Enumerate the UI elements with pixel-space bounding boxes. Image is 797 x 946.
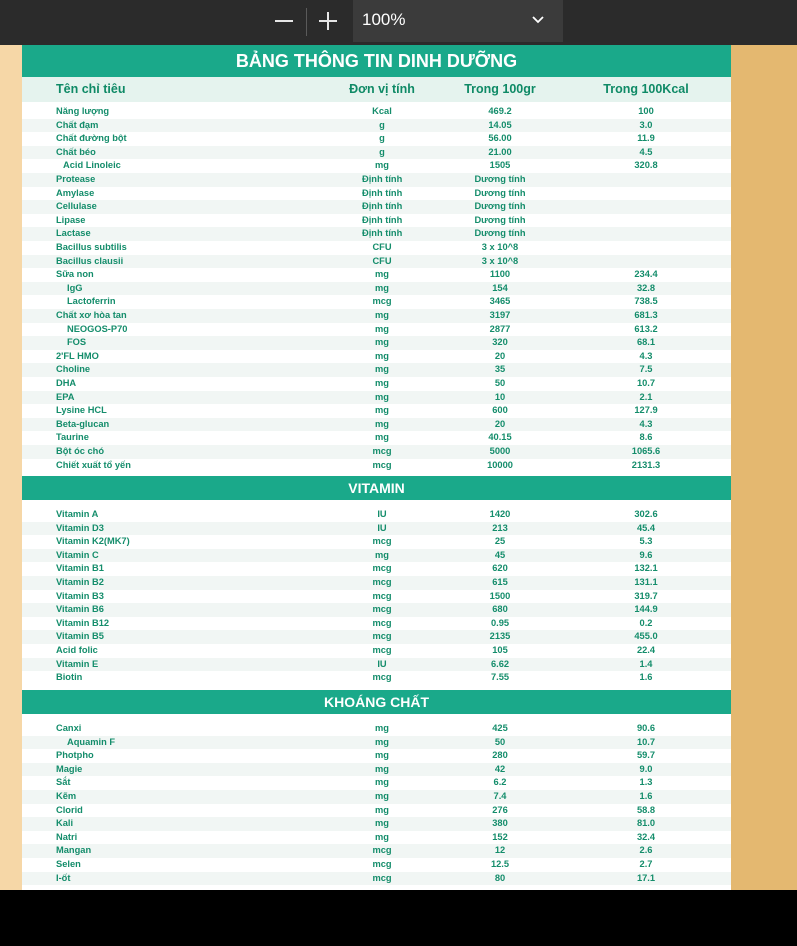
table-row (22, 418, 731, 432)
nutrient-name: Bột óc chó (56, 446, 105, 456)
per-100kcal-value: 738.5 (634, 296, 658, 307)
per-100kcal-value: 68.1 (636, 337, 656, 348)
nutrition-page (22, 45, 731, 890)
table-row (22, 535, 731, 549)
viewer-bottom-area (0, 890, 797, 946)
nutrient-unit: CFU (372, 255, 392, 266)
per-100kcal-value: 1.6 (639, 791, 653, 801)
per-100g-value: Dương tính (474, 187, 526, 198)
nutrient-unit: mcg (372, 672, 392, 683)
per-100g-value: 3 x 10^8 (481, 255, 519, 266)
per-100kcal-value: 2.6 (639, 845, 653, 856)
per-100kcal-value: 144.9 (634, 604, 658, 615)
nutrient-unit: mcg (372, 631, 392, 642)
per-100kcal-value: 81.0 (636, 818, 656, 829)
nutrient-name: Kali (56, 818, 74, 829)
nutrient-name: NEOGOS-P70 (67, 323, 128, 334)
per-100g-value: 620 (492, 563, 508, 574)
per-100kcal-value: 100 (638, 106, 654, 116)
nutrient-unit: mcg (372, 859, 392, 869)
nutrient-unit: mg (375, 391, 389, 402)
per-100kcal-value: 32.4 (636, 831, 656, 842)
table-row (22, 187, 731, 201)
per-100kcal-value: 90.6 (636, 723, 656, 733)
table-row (22, 603, 731, 617)
per-100g-value: 469.2 (488, 106, 512, 116)
per-100kcal-value: 4.3 (639, 350, 653, 361)
nutrient-unit: mg (375, 831, 389, 842)
table-row (22, 804, 731, 818)
per-100kcal-value: 4.3 (639, 418, 653, 429)
per-100kcal-value: 302.6 (634, 509, 658, 519)
col-header-per-100kcal: Trong 100Kcal (603, 82, 689, 96)
table-row (22, 214, 731, 228)
nutrient-unit: mcg (372, 296, 392, 307)
nutrient-name: Vitamin E (56, 658, 99, 669)
per-100kcal-value: 10.7 (636, 378, 656, 388)
nutrient-name: FOS (67, 337, 87, 348)
per-100g-value: 1505 (489, 160, 511, 171)
per-100g-value: Dương tính (474, 214, 526, 225)
nutrient-unit: mcg (372, 617, 392, 628)
per-100g-value: 7.55 (490, 672, 510, 683)
per-100kcal-value: 7.5 (639, 364, 653, 375)
nutrient-unit: mcg (372, 536, 392, 547)
nutrient-unit: mg (375, 160, 389, 171)
table-row (22, 132, 731, 146)
per-100g-value: 10000 (487, 459, 513, 470)
table-row (22, 200, 731, 214)
per-100kcal-value: 59.7 (636, 750, 656, 761)
per-100g-value: 1100 (489, 269, 511, 280)
per-100g-value: 80 (494, 872, 506, 883)
table-row (22, 459, 731, 473)
table-row (22, 323, 731, 337)
nutrient-unit: mg (375, 310, 389, 320)
nutrient-unit: mcg (372, 459, 392, 470)
nutrient-unit: mcg (372, 590, 392, 601)
nutrient-unit: mcg (372, 604, 392, 615)
pdf-toolbar (0, 0, 797, 45)
table-row (22, 282, 731, 296)
col-header-per-100g: Trong 100gr (464, 82, 536, 96)
per-100kcal-value: 4.5 (639, 146, 653, 157)
table-row (22, 576, 731, 590)
nutrient-unit: mg (375, 364, 389, 375)
nutrient-unit: mg (375, 777, 389, 788)
table-row (22, 391, 731, 405)
per-100g-value: 14.05 (488, 119, 512, 130)
per-100g-value: Dương tính (474, 228, 526, 239)
nutrient-name: Bacillus clausii (56, 255, 124, 266)
nutrient-unit: mcg (372, 845, 392, 856)
nutrient-unit: mg (375, 432, 389, 443)
zoom-value: 100% (362, 10, 406, 29)
per-100g-value: 615 (492, 577, 508, 587)
nutrient-unit: mg (375, 818, 389, 829)
per-100kcal-value: 681.3 (634, 310, 658, 320)
nutrient-unit: mcg (372, 577, 392, 587)
minus-icon (274, 11, 294, 31)
per-100g-value: 6.62 (490, 658, 510, 669)
per-100g-value: 25 (494, 536, 506, 547)
per-100kcal-value: 0.2 (639, 617, 653, 628)
per-100g-value: Dương tính (474, 201, 526, 212)
per-100g-value: 35 (494, 364, 506, 375)
table-row (22, 858, 731, 872)
document-viewer[interactable] (0, 45, 797, 890)
table-row (22, 336, 731, 350)
nutrient-unit: Kcal (372, 106, 392, 116)
per-100g-value: 21.00 (488, 146, 512, 157)
per-100g-value: 1420 (489, 509, 511, 519)
per-100g-value: 3197 (489, 310, 511, 320)
table-row (22, 377, 731, 391)
table-row (22, 590, 731, 604)
table-row (22, 508, 731, 522)
nutrient-name: Sắt (56, 777, 71, 788)
per-100g-value: 0.95 (490, 617, 510, 628)
nutrient-name: Bacillus subtilis (56, 242, 127, 252)
per-100kcal-value: 11.9 (637, 133, 655, 144)
zoom-in-button[interactable] (306, 0, 350, 42)
nutrient-name: IgG (67, 282, 83, 293)
per-100g-value: 12.5 (490, 859, 510, 869)
nutrient-unit: mcg (372, 446, 392, 456)
nutrient-name: Natri (56, 831, 78, 842)
nutrient-name: Acid folic (56, 645, 98, 655)
chevron-down-icon (531, 13, 545, 27)
per-100g-value: 20 (494, 350, 506, 361)
nutrient-unit: mg (375, 549, 389, 560)
per-100kcal-value: 22.4 (636, 645, 656, 655)
table-row (22, 404, 731, 418)
per-100kcal-value: 2131.3 (631, 459, 661, 470)
per-100g-value: 600 (492, 405, 508, 416)
nutrient-name: Clorid (56, 804, 83, 815)
nutrient-name: Vitamin B3 (56, 590, 104, 601)
nutrient-name: Vitamin B1 (56, 563, 104, 574)
col-header-name: Tên chỉ tiêu (56, 82, 126, 96)
nutrient-name: Lysine HCL (56, 405, 107, 416)
table-row (22, 790, 731, 804)
nutrient-unit: Định tính (362, 228, 403, 239)
per-100g-value: 152 (492, 831, 508, 842)
table-row (22, 644, 731, 658)
zoom-select[interactable] (353, 0, 563, 42)
nutrient-name: Aquamin F (67, 736, 116, 747)
zoom-out-button[interactable] (262, 0, 306, 42)
nutrient-unit: mg (375, 323, 389, 334)
per-100g-value: 280 (492, 750, 508, 761)
per-100kcal-value: 2.1 (639, 391, 653, 402)
nutrient-unit: CFU (372, 242, 392, 252)
per-100g-value: 213 (492, 522, 508, 533)
per-100kcal-value: 17.1 (636, 872, 656, 883)
nutrient-name: Vitamin A (56, 509, 99, 519)
table-row (22, 431, 731, 445)
per-100g-value: 20 (494, 418, 506, 429)
nutrient-name: Acid Linoleic (63, 160, 121, 171)
table-row (22, 817, 731, 831)
per-100g-value: 2877 (489, 323, 511, 334)
page-left-margin (0, 45, 22, 890)
nutrient-name: Protease (56, 174, 96, 184)
per-100kcal-value: 613.2 (634, 323, 658, 334)
per-100g-value: 105 (492, 645, 508, 655)
nutrient-unit: g (379, 119, 385, 130)
nutrient-unit: mg (375, 282, 389, 293)
nutrient-name: Vitamin B6 (56, 604, 104, 615)
per-100kcal-value: 127.9 (634, 405, 658, 416)
table-row (22, 549, 731, 563)
per-100g-value: 10 (494, 391, 506, 402)
per-100g-value: 45 (494, 549, 506, 560)
nutrient-name: Taurine (56, 432, 89, 443)
nutrient-unit: mg (375, 763, 389, 774)
nutrient-unit: IU (377, 658, 387, 669)
section-heading: VITAMIN (22, 476, 731, 500)
nutrient-name: Amylase (56, 187, 95, 198)
nutrient-name: Photpho (56, 750, 94, 761)
nutrient-name: Vitamin K2(MK7) (56, 536, 130, 547)
nutrient-name: Mangan (56, 845, 92, 856)
table-row (22, 522, 731, 536)
per-100g-value: 154 (492, 282, 508, 293)
nutrient-unit: mg (375, 378, 389, 388)
per-100g-value: 12 (494, 845, 506, 856)
nutrient-unit: Định tính (362, 214, 403, 225)
nutrient-name: DHA (56, 378, 77, 388)
table-row (22, 445, 731, 459)
per-100g-value: 425 (492, 723, 508, 733)
table-row (22, 671, 731, 685)
nutrient-name: Chất đường bột (56, 133, 127, 144)
table-row (22, 776, 731, 790)
per-100g-value: 680 (492, 604, 508, 615)
nutrient-unit: mg (375, 791, 389, 801)
table-row (22, 119, 731, 133)
table-row (22, 173, 731, 187)
nutrient-unit: mg (375, 736, 389, 747)
per-100kcal-value: 320.8 (634, 160, 658, 171)
nutrient-name: 2'FL HMO (56, 350, 99, 361)
nutrient-unit: mg (375, 418, 389, 429)
table-row (22, 872, 731, 886)
nutrient-unit: IU (377, 509, 387, 519)
nutrient-name: Chất xơ hòa tan (56, 310, 127, 320)
per-100g-value: 40.15 (488, 432, 512, 443)
nutrient-name: Chất béo (56, 146, 96, 157)
table-row (22, 146, 731, 160)
per-100kcal-value: 319.7 (634, 590, 658, 601)
nutrient-name: Lipase (56, 214, 86, 225)
nutrient-unit: mg (375, 337, 389, 348)
per-100g-value: 320 (492, 337, 508, 348)
table-row (22, 295, 731, 309)
per-100kcal-value: 1065.6 (631, 446, 661, 456)
table-row (22, 241, 731, 255)
per-100g-value: 42 (494, 763, 506, 774)
per-100g-value: 5000 (489, 446, 511, 456)
table-row (22, 844, 731, 858)
nutrient-unit: mg (375, 750, 389, 761)
per-100kcal-value: 1.3 (639, 777, 653, 788)
per-100kcal-value: 2.7 (639, 859, 653, 869)
per-100kcal-value: 10.7 (636, 736, 656, 747)
per-100g-value: 7.4 (493, 791, 507, 801)
nutrient-name: Vitamin B2 (56, 577, 104, 587)
per-100g-value: 1500 (489, 590, 511, 601)
nutrient-name: Sữa non (56, 269, 94, 280)
nutrient-name: Choline (56, 364, 91, 375)
per-100g-value: Dương tính (474, 174, 526, 184)
per-100kcal-value: 132.1 (634, 563, 658, 574)
nutrient-unit: Định tính (362, 174, 403, 184)
nutrient-unit: mcg (372, 872, 392, 883)
table-row (22, 831, 731, 845)
per-100g-value: 2135 (489, 631, 511, 642)
nutrient-name: EPA (56, 391, 75, 402)
table-row (22, 255, 731, 269)
per-100kcal-value: 8.6 (639, 432, 653, 443)
nutrient-name: Canxi (56, 723, 82, 733)
nutrient-unit: mg (375, 350, 389, 361)
nutrient-unit: Định tính (362, 187, 403, 198)
table-row (22, 722, 731, 736)
nutrient-unit: g (379, 133, 385, 144)
table-row (22, 350, 731, 364)
per-100g-value: 380 (492, 818, 508, 829)
nutrient-unit: Định tính (362, 201, 403, 212)
per-100kcal-value: 455.0 (634, 631, 658, 642)
table-row (22, 658, 731, 672)
table-row (22, 749, 731, 763)
nutrient-name: Selen (56, 859, 81, 869)
per-100kcal-value: 1.4 (639, 658, 653, 669)
nutrient-unit: mcg (372, 563, 392, 574)
nutrient-name: Vitamin B5 (56, 631, 104, 642)
per-100kcal-value: 5.3 (639, 536, 653, 547)
per-100g-value: 6.2 (493, 777, 507, 788)
per-100kcal-value: 9.6 (639, 549, 653, 560)
nutrient-unit: mg (375, 269, 389, 280)
table-row (22, 227, 731, 241)
col-header-unit: Đơn vị tính (349, 82, 415, 96)
nutrient-name: Beta-glucan (56, 418, 110, 429)
nutrient-name: Năng lượng (56, 106, 110, 116)
per-100kcal-value: 45.4 (636, 522, 656, 533)
table-row (22, 736, 731, 750)
per-100g-value: 3 x 10^8 (481, 242, 519, 252)
nutrient-unit: mcg (372, 645, 392, 655)
nutrient-unit: mg (375, 723, 389, 733)
table-row (22, 763, 731, 777)
table-row (22, 617, 731, 631)
per-100kcal-value: 234.4 (634, 269, 658, 280)
table-row (22, 309, 731, 323)
nutrient-name: Biotin (56, 672, 83, 683)
nutrient-unit: IU (377, 522, 387, 533)
nutrient-name: Vitamin D3 (56, 522, 104, 533)
nutrient-name: Kẽm (56, 791, 77, 801)
plus-icon (318, 11, 338, 31)
per-100kcal-value: 58.8 (636, 804, 656, 815)
nutrient-unit: mg (375, 405, 389, 416)
table-row (22, 268, 731, 282)
table-row (22, 630, 731, 644)
table-row (22, 159, 731, 173)
per-100g-value: 3465 (489, 296, 511, 307)
nutrient-unit: g (379, 146, 385, 157)
table-row (22, 562, 731, 576)
nutrient-name: Chiết xuất tổ yến (56, 459, 131, 470)
nutrient-name: Vitamin B12 (56, 617, 110, 628)
per-100g-value: 276 (492, 804, 508, 815)
per-100kcal-value: 32.8 (636, 282, 656, 293)
per-100g-value: 56.00 (488, 133, 512, 144)
per-100kcal-value: 131.1 (634, 577, 658, 587)
nutrient-unit: mg (375, 804, 389, 815)
table-row (22, 105, 731, 119)
per-100kcal-value: 3.0 (639, 119, 653, 130)
nutrient-name: Vitamin C (56, 549, 99, 560)
nutrient-name: Lactoferrin (67, 296, 116, 307)
nutrient-name: Lactase (56, 228, 91, 239)
nutrient-name: I-ốt (56, 872, 71, 883)
table-title: BẢNG THÔNG TIN DINH DƯỠNG (22, 45, 731, 77)
table-row (22, 363, 731, 377)
nutrient-name: Cellulase (56, 201, 97, 212)
column-header-row (22, 77, 731, 102)
section-heading: KHOÁNG CHẤT (22, 690, 731, 714)
per-100g-value: 50 (494, 378, 506, 388)
per-100g-value: 50 (494, 736, 506, 747)
per-100kcal-value: 9.0 (639, 763, 653, 774)
nutrient-name: Magie (56, 763, 83, 774)
per-100kcal-value: 1.6 (639, 672, 653, 683)
nutrient-name: Chất đạm (56, 119, 99, 130)
